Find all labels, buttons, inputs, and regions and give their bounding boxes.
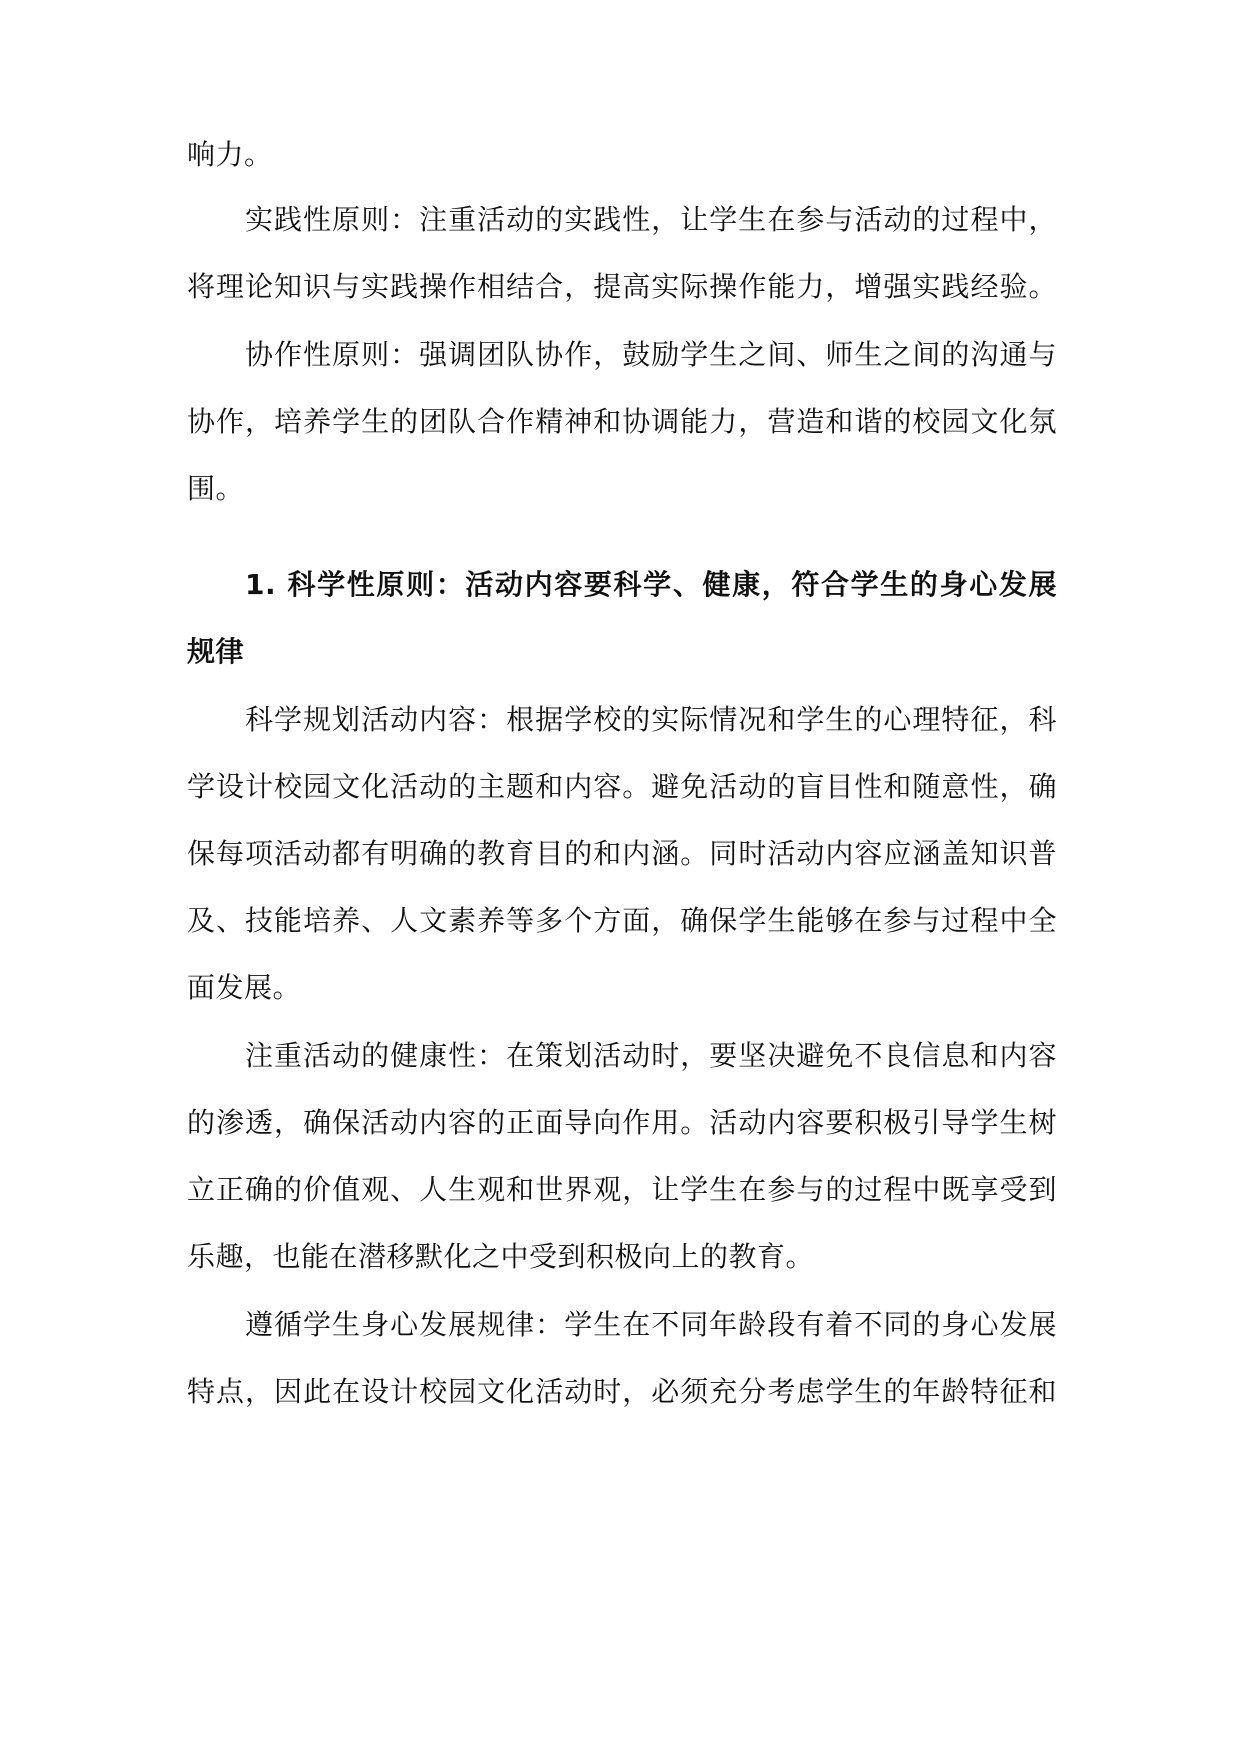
paragraph-line: 立正确的价值观、人生观和世界观，让学生在参与的过程中既享受到 bbox=[187, 1173, 1057, 1206]
paragraph-line: 及、技能培养、人文素养等多个方面，确保学生能够在参与过程中全 bbox=[187, 904, 1057, 937]
paragraph-line: 保每项活动都有明确的教育目的和内涵。同时活动内容应涵盖知识普 bbox=[187, 837, 1057, 870]
paragraph-line: 遵循学生身心发展规律：学生在不同年龄段有着不同的身心发展 bbox=[245, 1308, 1057, 1341]
section-heading: 1. 科学性原则：活动内容要科学、健康，符合学生的身心发展 bbox=[245, 568, 1057, 601]
paragraph-line: 学设计校园文化活动的主题和内容。避免活动的盲目性和随意性，确 bbox=[187, 770, 1057, 803]
paragraph-line: 实践性原则：注重活动的实践性，让学生在参与活动的过程中， bbox=[245, 203, 1057, 236]
paragraph-line: 协作性原则：强调团队协作，鼓励学生之间、师生之间的沟通与 bbox=[245, 338, 1057, 371]
paragraph-line: 科学规划活动内容：根据学校的实际情况和学生的心理特征，科 bbox=[245, 703, 1057, 736]
paragraph-line: 注重活动的健康性：在策划活动时，要坚决避免不良信息和内容 bbox=[245, 1039, 1057, 1072]
paragraph-line: 面发展。 bbox=[187, 971, 302, 1004]
paragraph-line: 将理论知识与实践操作相结合，提高实际操作能力，增强实践经验。 bbox=[187, 270, 1057, 303]
paragraph-line: 协作，培养学生的团队合作精神和协调能力，营造和谐的校园文化氛 bbox=[187, 405, 1057, 438]
paragraph-line: 乐趣，也能在潜移默化之中受到积极向上的教育。 bbox=[187, 1240, 815, 1273]
paragraph-line: 特点，因此在设计校园文化活动时，必须充分考虑学生的年龄特征和 bbox=[187, 1375, 1057, 1408]
paragraph-line: 的渗透，确保活动内容的正面导向作用。活动内容要积极引导学生树 bbox=[187, 1106, 1057, 1139]
paragraph-line: 响力。 bbox=[187, 138, 273, 171]
section-heading: 规律 bbox=[187, 635, 245, 668]
paragraph-line: 围。 bbox=[187, 472, 245, 505]
